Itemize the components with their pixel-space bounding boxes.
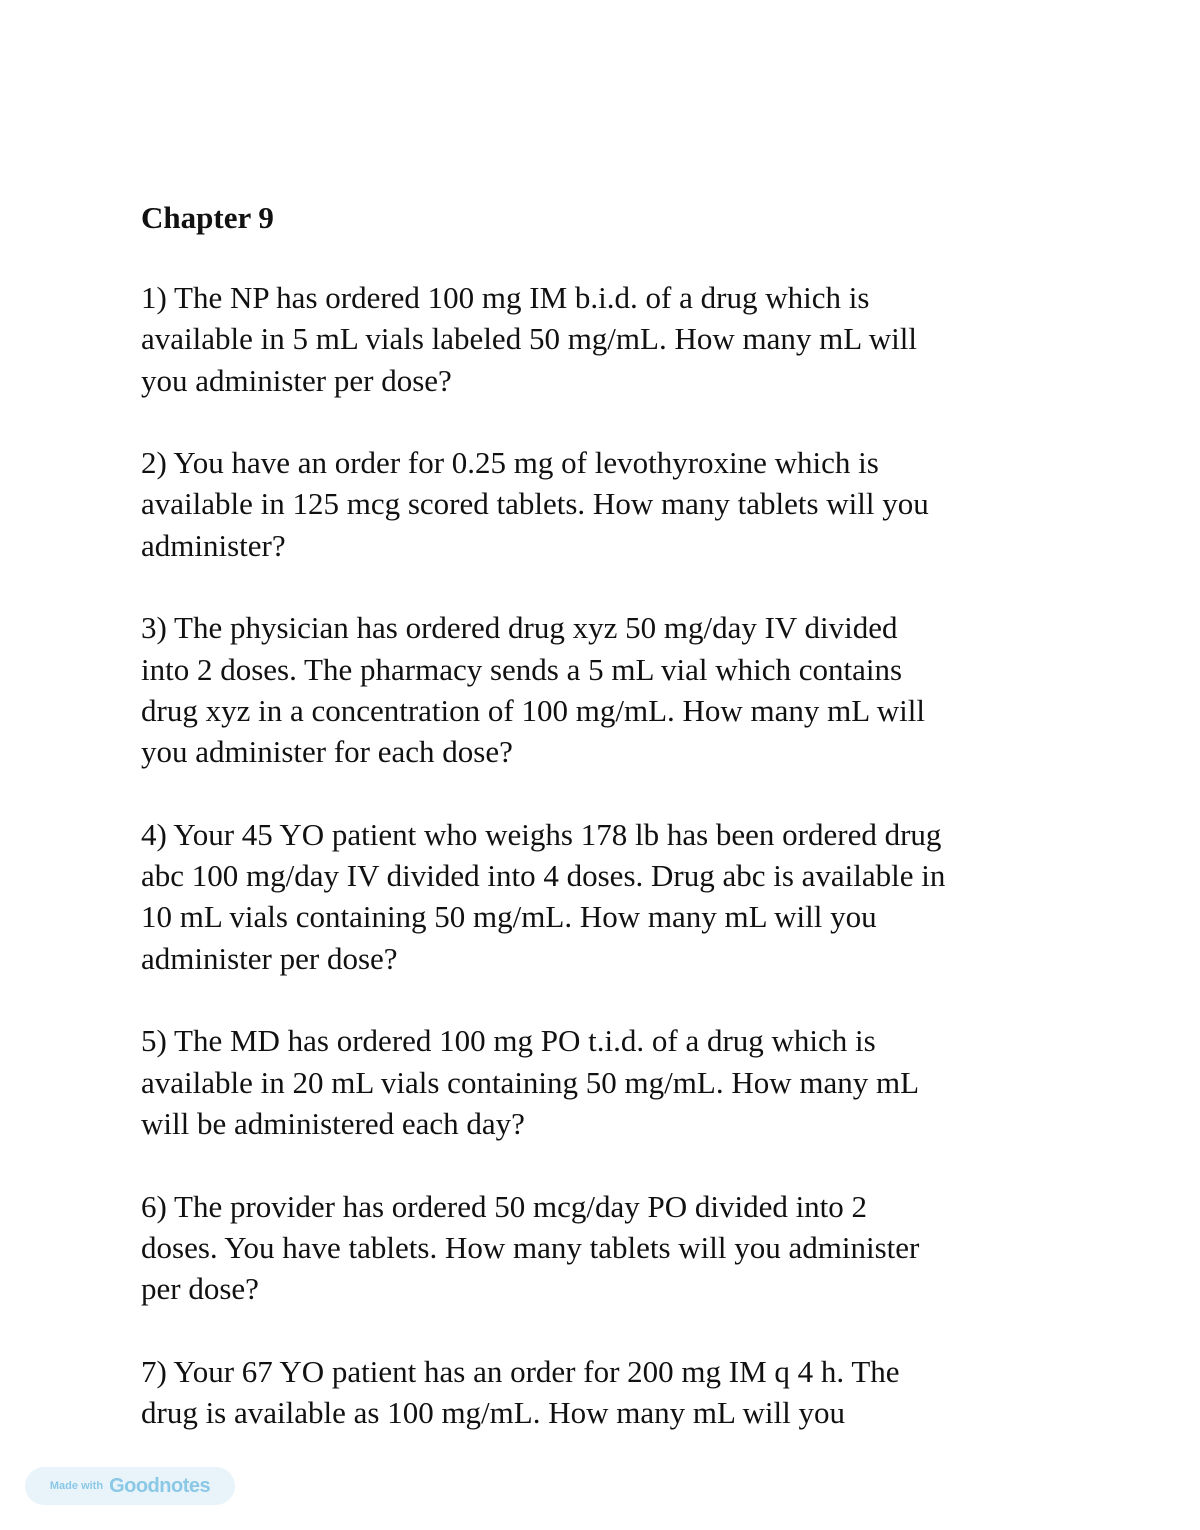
- question-4: [141, 814, 1071, 979]
- question-line: will be administered each day?: [141, 1105, 525, 1141]
- watermark-brand: Goodnotes: [109, 1474, 211, 1497]
- question-line: 1) The NP has ordered 100 mg IM b.i.d. of a drug which is: [141, 280, 870, 315]
- question-line: doses. You have tablets. How many tablets will you administer: [141, 1229, 920, 1265]
- question-5: [141, 1020, 1071, 1144]
- question-3: [141, 607, 1071, 772]
- question-line: administer per dose?: [141, 940, 398, 976]
- question-line: available in 125 mcg scored tablets. How many tablets will you: [141, 486, 929, 522]
- question-line: you administer per dose?: [141, 362, 452, 398]
- goodnotes-watermark[interactable]: [25, 1467, 235, 1505]
- question-line: 2) You have an order for 0.25 mg of levothyroxine which is: [141, 445, 879, 481]
- chapter-title: Chapter 9: [141, 200, 274, 235]
- question-line: you administer for each dose?: [141, 734, 513, 770]
- question-line: administer?: [141, 527, 286, 563]
- question-6: [141, 1186, 1071, 1310]
- question-line: drug xyz in a concentration of 100 mg/mL. How many mL will: [141, 692, 926, 728]
- question-2: [141, 442, 1071, 566]
- question-line: 6) The provider has ordered 50 mcg/day PO divided into 2: [141, 1188, 868, 1224]
- question-line: 3) The physician has ordered drug xyz 50 mg/day IV divided: [141, 610, 898, 646]
- question-line: available in 5 mL vials labeled 50 mg/mL. How many mL will: [141, 321, 917, 357]
- question-line: 4) Your 45 YO patient who weighs 178 lb has been ordered drug: [141, 816, 942, 852]
- question-line: drug is available as 100 mg/mL. How many mL will you: [141, 1395, 845, 1431]
- question-line: 5) The MD has ordered 100 mg PO t.i.d. of a drug which is: [141, 1023, 876, 1059]
- question-line: per dose?: [141, 1271, 259, 1307]
- question-line: 10 mL vials containing 50 mg/mL. How many mL will you: [141, 899, 877, 935]
- question-line: into 2 doses. The pharmacy sends a 5 mL vial which contains: [141, 651, 903, 687]
- document-content: [141, 196, 1071, 1475]
- question-1: [141, 277, 1071, 401]
- question-line: available in 20 mL vials containing 50 mg/mL. How many mL: [141, 1064, 920, 1100]
- question-7: [141, 1351, 1071, 1434]
- question-line: 7) Your 67 YO patient has an order for 200 mg IM q 4 h. The: [141, 1353, 900, 1389]
- question-line: abc 100 mg/day IV divided into 4 doses. Drug abc is available in: [141, 858, 946, 894]
- watermark-prefix: Made with: [49, 1480, 104, 1492]
